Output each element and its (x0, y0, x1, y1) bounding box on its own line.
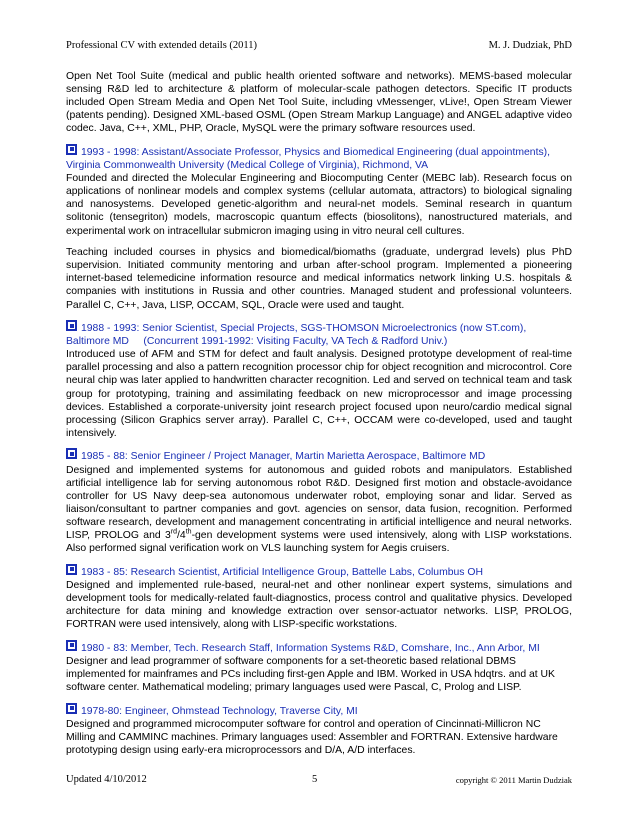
entry-heading-line-2: Virginia Commonwealth University (Medical College of Virginia), Richmond, VA (66, 160, 429, 172)
superscript-rd: rd (170, 528, 178, 536)
entry-heading (66, 320, 572, 335)
square-bullet-icon (66, 564, 77, 575)
entry-body: Designed and implemented rule-based, neural-net and other nonlinear expert systems, simulations and development tools for medically-related fault-diagnostics, process control and qualitative physics. Developed architecture for data mining and knowledge extraction over sensor-actuator networks. LISP, PROLOG, FORTRAN were used intensively, along with LISP-specific workstations. (66, 579, 572, 631)
footer-copyright: copyright © 2011 Martin Dudziak (455, 775, 572, 785)
entry-body-part-a: Designed and implemented systems for autonomous and guided robots and manipulators. Established artificial intelligence lab for serving autonomous robot R&D. Designed first motion and obstacle-avoidance controller for US Navy deep-sea autonomous underwater robot, employing sonar and lidar. Served as liaison/consultant to partner companies and govt. agencies on sensor, data fusion, recognition. Performed software research, development and management concentrating in artificial intelligence and neural networks. LISP, PROLOG and 3 (66, 464, 572, 541)
entry-body: Designer and lead programmer of software components for a set-theoretic based relational DBMS implemented for mainframes and PCs including first-gen Apple and IBM. Worked in USA hdqtrs. and at UK software center. Mathematical modeling; primary languages used were Pascal, C, Prolog and LISP. (66, 655, 555, 693)
entry-heading-line-1: 1978-80: Engineer, Ohmstead Technology, Traverse City, MI (81, 705, 358, 717)
entry-comshare (66, 640, 572, 694)
entry-body-2: Teaching included courses in physics and biomedical/biomaths (graduate, undergrad levels) plus PhD supervision. Initiated community mentoring and urban after-school program. Implemented a pioneering internet-based telemedicine information resource and medical informatics network linking U.S. hospitals & companies with institutions in Russia and other countries. Managed student and professional volunteers. Parallel C, C++, Java, LISP, OCCAM, SQL, Oracle were used and taught. (66, 247, 572, 311)
header-title: Professional CV with extended details (2011) (66, 40, 258, 51)
entry-heading (66, 703, 572, 718)
page-number: 5 (312, 774, 318, 785)
entry-body: Founded and directed the Molecular Engineering and Biocomputing Center (MEBC lab). Research focus on applications of nonlinear models and complex systems (cellular automata, attractors) to biological signaling and nanosystems. Developed genetic-algorithm and neural-net models. Seminal research in quantum solitonic (tensegriton) models, macroscopic quantum effects (biosolitons), nanostructured materials, and experimental work on intracellular submicron imaging using in vitro neural cell cultures. (66, 173, 572, 237)
entry-body-mid: /4 (177, 530, 186, 541)
square-bullet-icon (66, 320, 77, 331)
entry-body-part-b: -gen development systems were used intensively, along with LISP workstations. Also performed signal verification work on VLS launching system for Aegis cruisers. (66, 530, 572, 555)
entry-heading-line-1: 1988 - 1993: Senior Scientist, Special Projects, SGS-THOMSON Microelectronics (now ST.com), (81, 323, 527, 335)
intro-paragraph: Open Net Tool Suite (medical and public health oriented software and networks). MEMS-based molecular sensing R&D led to architecture & platform of molecular-scale pathogen detectors. Specific IT products included Open Stream Media and Open Net Tool Suite, including vMessenger, vLive!, Open Stream Viewer (patents pending). Designed XML-based OSML (Open Stream Markup Language) and ANGEL adaptive video codec. Java, C++, XML, PHP, Oracle, MySQL were the primary software resources used. (66, 71, 572, 135)
square-bullet-icon (66, 703, 77, 714)
page-footer (66, 774, 572, 788)
superscript-th: th (185, 528, 192, 536)
entry-heading (66, 564, 572, 579)
entry-body: Introduced use of AFM and STM for defect and fault analysis. Designed prototype development of real-time parallel processing and also a pattern recognition processor chip for object recognition and microcontrol. Core neural chip was later applied to handwritten character recognition. Led and served on technical team and task group for prototyping, training and assimilating feedback on new microprocessor and image processing devices. Established a corporate-university joint research project focused upon neuro/cardio medical signal processing (Silicon Graphics server array). Parallel C, C++, OCCAM were co-developed, used and taught intensively. (66, 349, 572, 439)
entry-vcu (66, 144, 572, 312)
entry-body (66, 464, 572, 556)
header-author: M. J. Dudziak, PhD (488, 40, 572, 51)
cv-content (66, 70, 572, 765)
square-bullet-icon (66, 144, 77, 155)
entry-martin-marietta (66, 448, 572, 555)
entry-body: Designed and programmed microcomputer software for control and operation of Cincinnati-Millicron NC Milling and CAMMINC machines. Primary languages used: Assembler and FORTRAN. Extensive hardware prototyping design using early-era microprocessors and D/A, A/D interfaces. (66, 718, 558, 756)
entry-heading (66, 640, 572, 655)
entry-heading-line-1: 1983 - 85: Research Scientist, Artificial Intelligence Group, Battelle Labs, Columbus OH (81, 566, 483, 578)
square-bullet-icon (66, 448, 77, 459)
entry-heading-line-2: Baltimore MD (Concurrent 1991-1992: Visiting Faculty, VA Tech & Radford Univ.) (66, 336, 448, 348)
entry-heading-line-1: 1980 - 83: Member, Tech. Research Staff, Information Systems R&D, Comshare, Inc., Ann Arbor, MI (81, 642, 540, 654)
entry-heading-line-1: 1985 - 88: Senior Engineer / Project Manager, Martin Marietta Aerospace, Baltimore MD (81, 451, 486, 463)
entry-heading (66, 448, 572, 463)
page-header (66, 40, 572, 54)
entry-ohmstead (66, 703, 572, 757)
footer-updated: Updated 4/10/2012 (66, 774, 147, 785)
entry-sgs-thomson (66, 320, 572, 440)
square-bullet-icon (66, 640, 77, 651)
entry-heading (66, 144, 572, 159)
entry-heading-line-1: 1993 - 1998: Assistant/Associate Professor, Physics and Biomedical Engineering (dual appointments), (81, 146, 550, 158)
entry-battelle (66, 564, 572, 631)
